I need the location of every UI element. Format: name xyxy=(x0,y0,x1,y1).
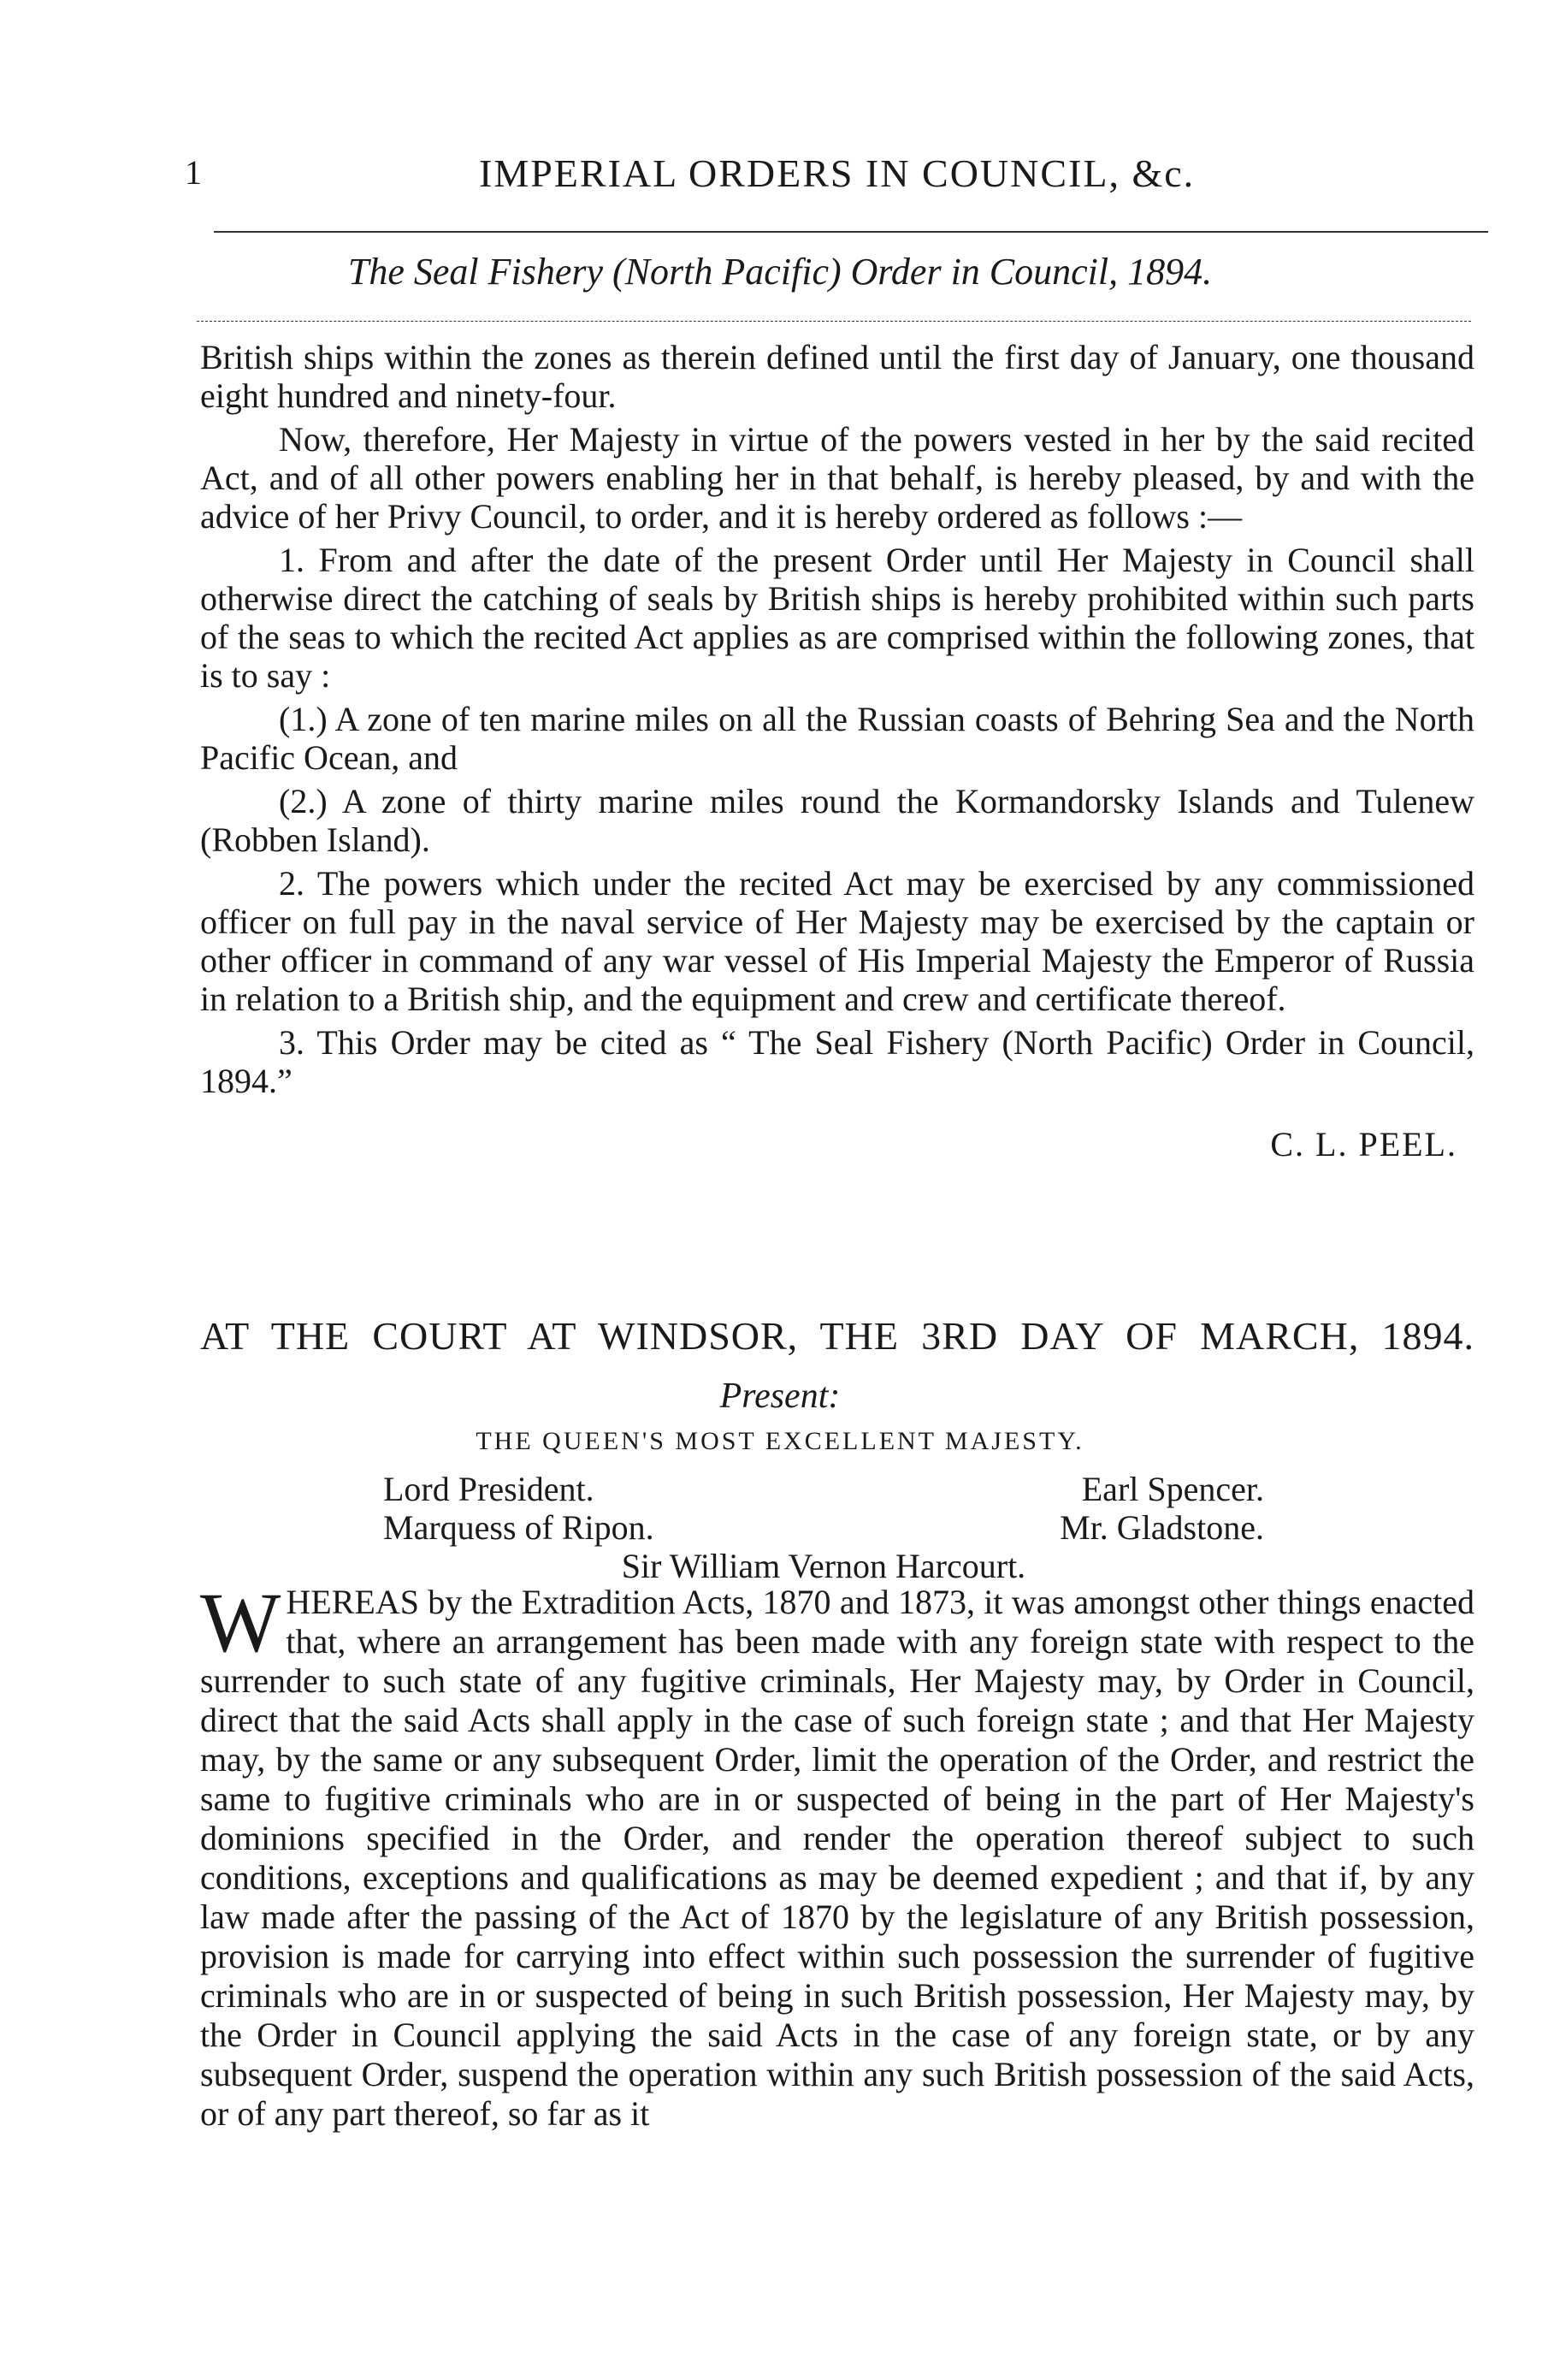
page-number: 1 xyxy=(185,153,202,192)
header-rule xyxy=(214,231,1488,233)
subtitle-rule xyxy=(197,321,1471,322)
order-zone-2: (2.) A zone of thirty marine miles round the Kormandorsky Islands and Tulenew (Robben Island). xyxy=(200,782,1474,859)
order-clause-3: 3. This Order may be cited as “ The Seal Fishery (North Pacific) Order in Council, 1894.” xyxy=(200,1023,1474,1100)
attendee: Lord President. xyxy=(383,1470,594,1508)
order-paragraph: Now, therefore, Her Majesty in virtue of the powers vested in her by the said recited Act, and of all other powers enabling her in that behalf, is hereby pleased, by and with the advice of her Privy Council, to order, and it is hereby ordered as follows :— xyxy=(200,420,1474,536)
order-body xyxy=(200,338,1474,1164)
running-title: IMPERIAL ORDERS IN COUNCIL, &c. xyxy=(479,151,1196,195)
attendee: Mr. Gladstone. xyxy=(1060,1508,1264,1547)
order-paragraph: British ships within the zones as therein defined until the first day of January, one thousand eight hundred and ninety-four. xyxy=(200,338,1474,415)
majesty-line: THE QUEEN'S MOST EXCELLENT MAJESTY. xyxy=(476,1427,1084,1455)
attendees-row xyxy=(383,1508,1264,1547)
court-heading: AT THE COURT AT WINDSOR, THE 3RD DAY OF MARCH, 1894. xyxy=(200,1314,1474,1358)
attendees-row xyxy=(383,1470,1264,1508)
order-subtitle: The Seal Fishery (North Pacific) Order in Council, 1894. xyxy=(347,251,1213,293)
order-clause-2: 2. The powers which under the recited Act may be exercised by any commissioned officer on full pay in the naval service of Her Majesty may be exercised by the captain or other officer in command of any war vessel of His Imperial Majesty the Emperor of Russia in relation to a British ship, and the equipment and crew and certificate thereof. xyxy=(200,864,1474,1018)
signature: C. L. PEEL. xyxy=(1270,1125,1457,1163)
attendees-list xyxy=(383,1470,1264,1585)
drop-cap: W xyxy=(200,1575,281,1670)
attendee: Marquess of Ripon. xyxy=(383,1508,654,1547)
whereas-paragraph: HEREAS by the Extradition Acts, 1870 and 1873, it was amongst other things enacted that, where an arrangement has been made with any foreign state with respect to the surrender to such state of any fugitive criminals, Her Majesty may, by Order in Council, direct that the said Acts shall apply in the case of such foreign state ; and that Her Majesty may, by the same or any subsequent Order, limit the operation of the Order, and restrict the same to fugitive criminals who are in or suspected of being in the part of Her Majesty's dominions specified in the Order, and render the operation thereof subject to such conditions, exceptions and qualifications as may be deemed expedient ; and that if, by any law made after the passing of the Act of 1870 by the legislature of any British possession, provision is made for carrying into effect within such possession the surrender of fugitive criminals who are in or suspected of being in such British possession, Her Majesty may, by the Order in Council applying the said Acts in the case of any foreign state, or by any subsequent Order, suspend the operation within any such British possession of the said Acts, or of any part thereof, so far as it xyxy=(200,1583,1474,2133)
present-label: Present: xyxy=(719,1376,841,1416)
attendee: Earl Spencer. xyxy=(1081,1470,1264,1508)
order-zone-1: (1.) A zone of ten marine miles on all the Russian coasts of Behring Sea and the North Pacific Ocean, and xyxy=(200,700,1474,777)
whereas-section xyxy=(200,1575,1474,2134)
order-clause-1: 1. From and after the date of the present Order until Her Majesty in Council shall otherwise direct the catching of seals by British ships is hereby prohibited within such parts of the seas to which the recited Act applies as are comprised within the following zones, that is to say : xyxy=(200,541,1474,695)
attendee: Sir William Vernon Harcourt. xyxy=(621,1547,1026,1585)
